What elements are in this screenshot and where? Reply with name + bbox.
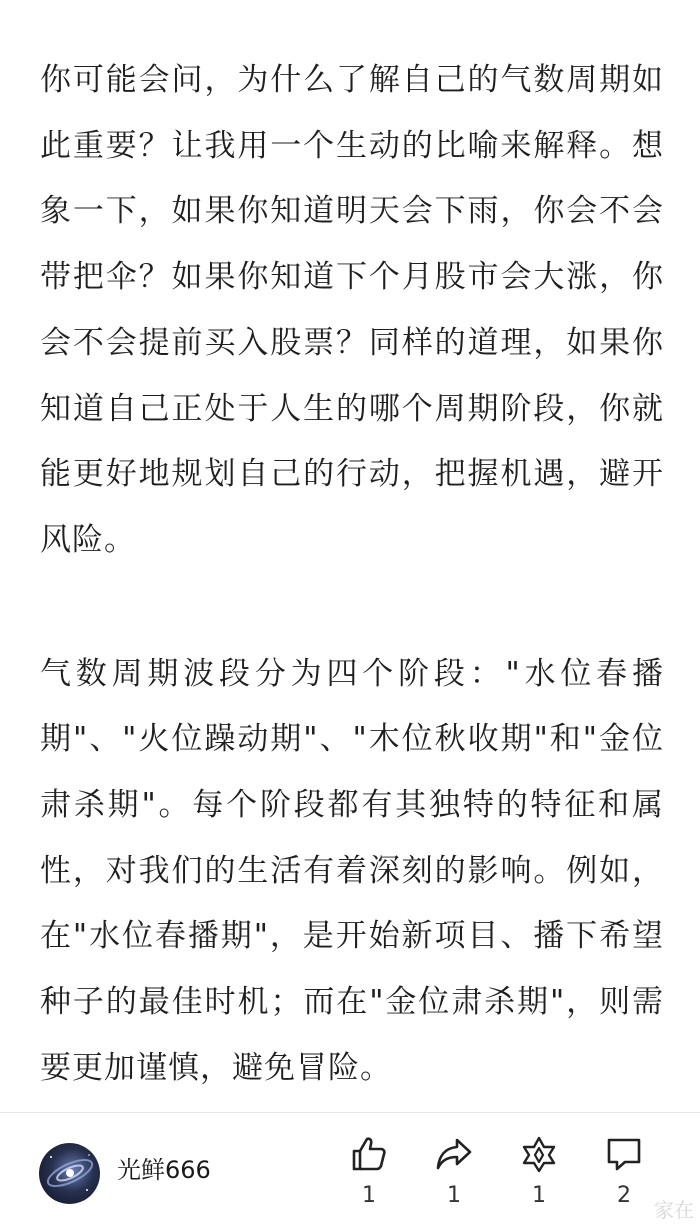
comment-icon	[605, 1135, 643, 1173]
like-button[interactable]	[339, 1129, 399, 1219]
galaxy-avatar-icon	[39, 1143, 100, 1204]
author-avatar[interactable]	[39, 1143, 100, 1204]
post-footer	[0, 1113, 700, 1229]
like-count: 1	[362, 1183, 376, 1208]
author-name[interactable]: 光鲜666	[117, 1156, 211, 1184]
article-body	[40, 48, 664, 1102]
thumbs-up-icon	[350, 1135, 388, 1173]
favorite-count: 1	[532, 1183, 546, 1208]
watermark-logo: 家在	[654, 1198, 694, 1222]
share-count: 1	[447, 1183, 461, 1208]
paragraph: 你可能会问，为什么了解自己的气数周期如此重要？让我用一个生动的比喻来解释。想象一下，如果你知道明天会下雨，你会不会带把伞？如果你知道下个月股市会大涨，你会不会提前买入股票？同样的道理，如果你知道自己正处于人生的哪个周期阶段，你就能更好地规划自己的行动，把握机遇，避开风险。	[40, 62, 664, 558]
share-button[interactable]	[424, 1129, 484, 1219]
share-icon	[435, 1135, 473, 1173]
comment-button[interactable]	[594, 1129, 654, 1219]
comment-count: 2	[617, 1183, 631, 1208]
favorite-button[interactable]	[509, 1129, 569, 1219]
star-icon	[520, 1135, 558, 1173]
paragraph: 气数周期波段分为四个阶段："水位春播期"、"火位躁动期"、"木位秋收期"和"金位肃杀期"。每个阶段都有其独特的特征和属性，对我们的生活有着深刻的影响。例如，在"水位春播期"，是开始新项目、播下希望种子的最佳时机；而在"金位肃杀期"，则需要更加谨慎，避免冒险。	[40, 655, 664, 1086]
